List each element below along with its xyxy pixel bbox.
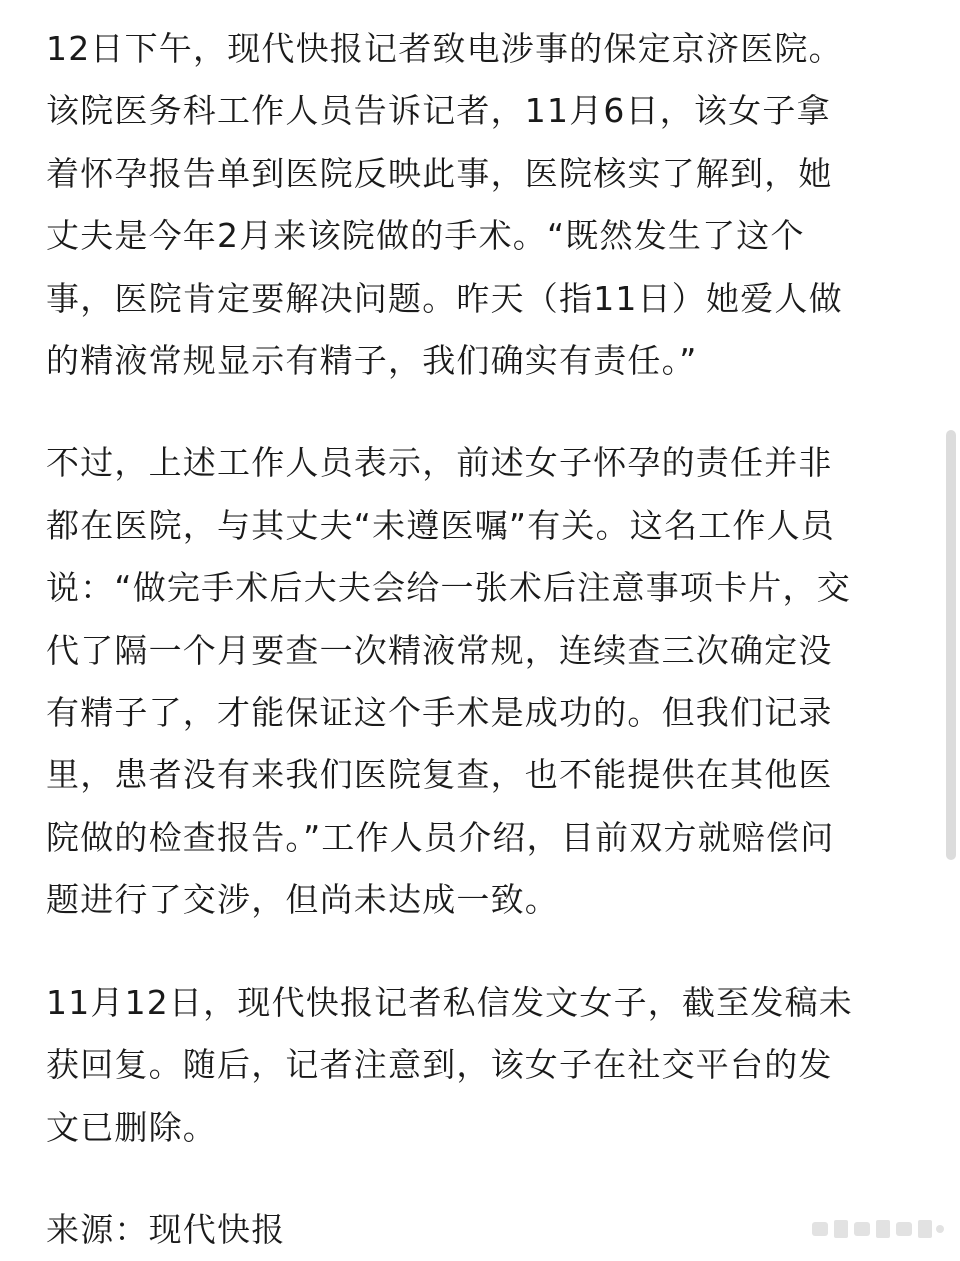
vertical-scrollbar[interactable]	[946, 430, 956, 860]
article-paragraph-3: 11月12日，现代快报记者私信发文女子，截至发稿未 获回复。随后，记者注意到，该女子在社交平台的发 文已删除。	[46, 982, 853, 1147]
article-source: 来源：现代快报	[46, 1209, 286, 1249]
watermark-icon	[810, 1216, 946, 1242]
article-paragraph-2: 不过，上述工作人员表示，前述女子怀孕的责任并非 都在医院，与其丈夫“未遵医嘱”有关。这名工作人员 说：“做完手术后大夫会给一张术后注意事项卡片，交 代了隔一个月要查一次精液常规，连续查三次确定没 有精子了，才能保证这个手术是成功的。但我们记录 里，患者没有来我们医院复查，也不能提供在其他医 院做的检查报告。”工作人员介绍，目前双方就赔偿问 题进行了交涉，但尚未达成一致。	[46, 443, 851, 920]
article-paragraph-1: 12日下午，现代快报记者致电涉事的保定京济医院。 该院医务科工作人员告诉记者，11月6日，该女子拿 着怀孕报告单到医院反映此事，医院核实了解到，她 丈夫是今年2月来该院做的手术。“既然发生了这个 事，医院肯定要解决问题。昨天（指11日）她爱人做 的精液常规显示有精子，我们确实有责任。”	[46, 29, 843, 381]
